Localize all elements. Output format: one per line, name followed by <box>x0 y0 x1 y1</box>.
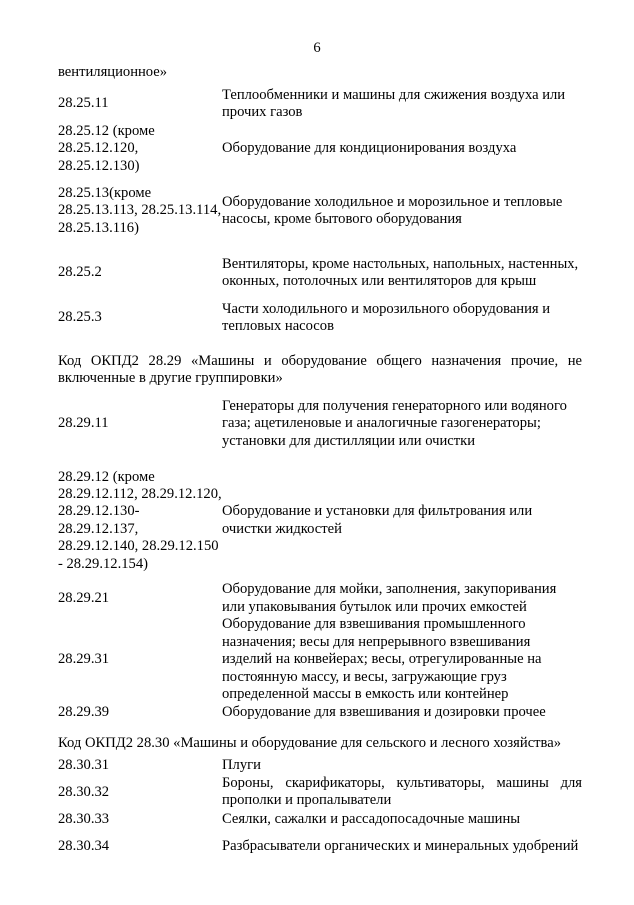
okpd-code: 28.30.34 <box>58 837 110 854</box>
group-1 <box>58 86 582 336</box>
okpd-description: Оборудование для мойки, заполнения, закупоривания или упаковывания бутылок или прочих емкостей <box>222 581 557 615</box>
okpd-description: Оборудование для кондиционирования воздуха <box>222 140 517 157</box>
okpd-description: Сеялки, сажалки и рассадопосадочные машины <box>222 810 521 827</box>
table-row <box>58 86 582 122</box>
okpd-description: Оборудование и установки для фильтрования или очистки жидкостей <box>222 503 533 537</box>
okpd-description: Теплообменники и машины для сжижения воздуха или прочих газов <box>222 86 566 120</box>
okpd-code: 28.25.13(кроме 28.25.13.113, 28.25.13.114, 28.25.13.116) <box>58 184 222 236</box>
okpd-code: 28.29.21 <box>58 590 110 607</box>
table-row <box>58 122 582 176</box>
table-row <box>58 810 582 828</box>
okpd-code: 28.25.11 <box>58 95 109 112</box>
okpd-code: 28.30.33 <box>58 810 110 827</box>
table-row <box>58 774 582 810</box>
table-row <box>58 388 582 460</box>
table-row <box>58 246 582 300</box>
okpd-description: Бороны, скарификаторы, культиваторы, машины для прополки и пропалыватели <box>222 774 582 809</box>
page-content <box>58 64 582 864</box>
table-row <box>58 828 582 864</box>
okpd-description: Плуги <box>222 756 261 773</box>
table-row <box>58 300 582 336</box>
okpd-code: 28.25.2 <box>58 264 102 281</box>
continuation-text: вентиляционное» <box>58 64 168 80</box>
table-row <box>58 176 582 246</box>
table-row <box>58 616 582 704</box>
okpd-description: Оборудование для взвешивания и дозировки прочее <box>222 704 546 721</box>
okpd-code: 28.29.12 (кроме 28.29.12.112, 28.29.12.120, 28.29.12.130- 28.29.12.137, 28.29.12.140, 28.29.12.150 - 28.29.12.154) <box>58 468 222 572</box>
okpd-code: 28.30.32 <box>58 783 110 800</box>
table-row <box>58 704 582 722</box>
okpd-description: Оборудование для взвешивания промышленного назначения; весы для непрерывного взвешивания изделий на конвейерах; весы, отрегулированные на постоянную массу, и весы, загружающие груз определенной массы в емкость или контейнер <box>222 616 542 702</box>
okpd-code: 28.25.12 (кроме 28.25.12.120, 28.25.12.130) <box>58 122 155 174</box>
table-row <box>58 460 582 582</box>
page-number: 6 <box>313 40 321 56</box>
section-heading-28-29: Код ОКПД2 28.29 «Машины и оборудование общего назначения прочие, не включенные в другие группировки» <box>58 353 582 387</box>
okpd-code: 28.29.39 <box>58 704 110 721</box>
okpd-code: 28.25.3 <box>58 309 102 326</box>
table-row <box>58 756 582 774</box>
group-3 <box>58 756 582 864</box>
okpd-code: 28.29.11 <box>58 415 109 432</box>
section-heading-28-30: Код ОКПД2 28.30 «Машины и оборудование для сельского и лесного хозяйства» <box>58 734 562 751</box>
okpd-description: Разбрасыватели органических и минеральных удобрений <box>222 837 579 854</box>
okpd-description: Генераторы для получения генераторного или водяного газа; ацетиленовые и аналогичные газогенераторы; установки для дистилляции или очистки <box>222 397 567 449</box>
table-row <box>58 582 582 616</box>
okpd-description: Вентиляторы, кроме настольных, напольных, настенных, оконных, потолочных или вентиляторов для крыш <box>222 255 579 289</box>
okpd-description: Оборудование холодильное и морозильное и тепловые насосы, кроме бытового оборудования <box>222 193 563 227</box>
okpd-code: 28.29.31 <box>58 651 110 668</box>
okpd-code: 28.30.31 <box>58 756 110 773</box>
okpd-description: Части холодильного и морозильного оборудования и тепловых насосов <box>222 300 551 334</box>
group-2 <box>58 388 582 722</box>
